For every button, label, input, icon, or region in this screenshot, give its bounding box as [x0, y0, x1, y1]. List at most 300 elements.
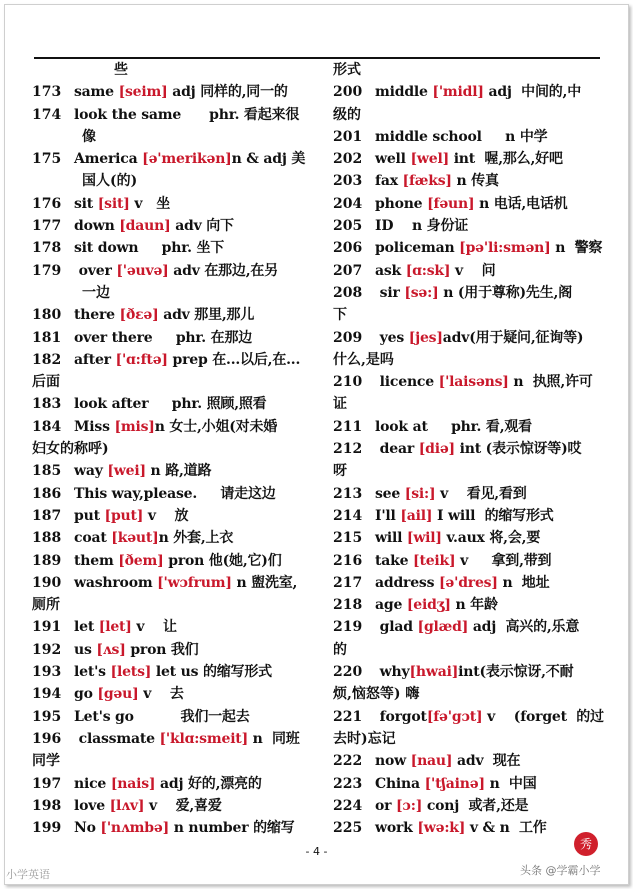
- vocab-line: [333, 505, 605, 527]
- entry-text: [74, 706, 250, 728]
- headword: phone: [375, 195, 428, 212]
- entry-number: 174: [32, 106, 62, 123]
- continuation-text: 的: [333, 641, 347, 658]
- vocab-line: [333, 750, 605, 772]
- definition: n 中国: [484, 775, 537, 792]
- entry-number: 197: [32, 775, 62, 792]
- vocab-line: [333, 148, 605, 170]
- headword: see: [375, 485, 405, 502]
- entry-number: 186: [32, 485, 62, 502]
- continuation-text: 厕所: [32, 597, 60, 614]
- entry-text: [74, 728, 300, 750]
- vocab-line: [32, 661, 310, 683]
- phonetic: [fəun]: [427, 195, 475, 212]
- headword: why: [375, 664, 410, 681]
- definition: int 喔,那么,好吧: [449, 151, 563, 168]
- entry-number: 209: [333, 329, 363, 346]
- vocab-line: [32, 750, 310, 772]
- definition: adj 中间的,中: [483, 84, 582, 101]
- definition: v 放: [143, 507, 189, 524]
- phonetic: [gəu]: [97, 686, 139, 703]
- vocab-line: [32, 416, 310, 438]
- vocab-line: [333, 59, 605, 81]
- headword: them: [74, 552, 119, 569]
- entry-number: 211: [333, 418, 363, 435]
- entry-text: [375, 237, 602, 259]
- definition: n 同班: [248, 730, 300, 747]
- phonetic: ['wɔfrum]: [157, 574, 232, 591]
- phonetic: [ðεə]: [119, 307, 159, 324]
- definition: n 中学: [481, 128, 548, 145]
- headword: policeman: [375, 240, 460, 257]
- definition: int(表示惊讶,不耐: [458, 664, 574, 681]
- definition: n 执照,许可: [508, 374, 593, 391]
- entry-text: [74, 215, 234, 237]
- entry-text: [74, 572, 297, 594]
- phonetic: ['midl]: [432, 84, 484, 101]
- headword: will: [375, 530, 407, 547]
- vocab-line: [333, 215, 605, 237]
- continuation-text: 级的: [333, 106, 361, 123]
- continuation-text: 一边: [82, 284, 110, 301]
- headword: classmate: [74, 730, 160, 747]
- vocab-line: [32, 616, 310, 638]
- entry-number: 196: [32, 730, 62, 747]
- headword: middle: [375, 84, 433, 101]
- headword: over: [74, 262, 117, 279]
- vocab-line: [333, 104, 605, 126]
- seal-stamp: 秀: [574, 832, 598, 856]
- vocab-line: [333, 773, 605, 795]
- continuation-text: 后面: [32, 374, 60, 391]
- definition: v.aux 将,会,要: [441, 530, 541, 547]
- phonetic: [eidʒ]: [406, 597, 451, 614]
- continuation-text: 像: [82, 128, 96, 145]
- headword: go: [74, 686, 98, 703]
- phonetic: ['ɑ:ftə]: [115, 351, 168, 368]
- headword: same: [74, 84, 119, 101]
- entry-number: 195: [32, 708, 62, 725]
- vocab-line: [32, 282, 310, 304]
- entry-text: [74, 817, 294, 839]
- headword: Miss: [74, 418, 115, 435]
- headword: address: [375, 574, 439, 591]
- vocab-line: [333, 594, 605, 616]
- definition: n 年龄: [450, 597, 498, 614]
- definition: n 盥洗室,: [231, 574, 298, 591]
- vocab-line: [333, 639, 605, 661]
- entry-number: 182: [32, 351, 62, 368]
- entry-text: [74, 683, 184, 705]
- vocab-line: [32, 371, 310, 393]
- definition: v & n 工作: [465, 820, 547, 837]
- vocab-line: [333, 706, 605, 728]
- continuation-text: 呀: [333, 463, 347, 480]
- phonetic: ['əuvə]: [116, 262, 169, 279]
- vocab-line: [333, 237, 605, 259]
- entry-number: 206: [333, 240, 363, 257]
- phonetic: ['nʌmbə]: [100, 820, 170, 837]
- vocab-line: [32, 550, 310, 572]
- headword: us: [74, 641, 97, 658]
- entry-text: [375, 795, 528, 817]
- entry-text: [375, 371, 593, 393]
- entry-number: 208: [333, 284, 363, 301]
- brand-watermark: 头条 @学霸小学: [520, 864, 601, 877]
- definition: phr. 照顾,照看: [148, 396, 267, 413]
- continuation-text: 同学: [32, 753, 60, 770]
- headword: sit: [74, 195, 98, 212]
- headword: look the same: [74, 106, 182, 123]
- definition: n (用于尊称)先生,阁: [438, 284, 572, 301]
- entry-number: 205: [333, 218, 363, 235]
- entry-text: [74, 349, 300, 371]
- entry-text: [375, 260, 495, 282]
- entry-number: 200: [333, 84, 363, 101]
- phonetic: [ðem]: [118, 552, 164, 569]
- phonetic: [wel]: [410, 151, 450, 168]
- phonetic: [glæd]: [417, 619, 469, 636]
- entry-number: 223: [333, 775, 363, 792]
- headword: there: [74, 307, 120, 324]
- entry-number: 190: [32, 574, 62, 591]
- phonetic: [sə:]: [404, 284, 439, 301]
- entry-text: [375, 750, 520, 772]
- page-number: - 4 -: [305, 845, 328, 858]
- vocab-line: [333, 126, 605, 148]
- vocab-line: [32, 237, 310, 259]
- vocab-line: [333, 728, 605, 750]
- entry-text: [375, 594, 498, 616]
- headword: let: [74, 619, 99, 636]
- entry-text: [74, 416, 277, 438]
- entry-text: [375, 148, 563, 170]
- entry-text: [74, 616, 177, 638]
- vocab-line: [32, 795, 310, 817]
- entry-number: 177: [32, 218, 62, 235]
- entry-number: 214: [333, 507, 363, 524]
- entry-text: [375, 706, 604, 728]
- entry-number: 198: [32, 797, 62, 814]
- entry-text: [74, 81, 288, 103]
- phonetic: [daun]: [119, 218, 171, 235]
- phonetic: [lets]: [110, 664, 152, 681]
- vocab-line: [333, 81, 605, 103]
- headword: sir: [375, 284, 405, 301]
- phonetic: [jes]: [408, 329, 443, 346]
- entry-text: [74, 327, 252, 349]
- entry-number: 224: [333, 797, 363, 814]
- entry-text: [74, 483, 276, 505]
- continuation-text: 下: [333, 307, 347, 324]
- entry-text: [74, 795, 222, 817]
- phonetic: [diə]: [418, 441, 455, 458]
- entry-number: 191: [32, 619, 62, 636]
- definition: adj 高兴的,乐意: [468, 619, 580, 636]
- entry-number: 201: [333, 128, 363, 145]
- entry-number: 216: [333, 552, 363, 569]
- entry-number: 173: [32, 84, 62, 101]
- phonetic: [wə:k]: [417, 820, 466, 837]
- headword: nice: [74, 775, 111, 792]
- entry-number: 179: [32, 262, 62, 279]
- left-column: [32, 59, 310, 839]
- entry-text: [74, 393, 266, 415]
- phonetic: [ʌs]: [96, 641, 126, 658]
- definition: v 让: [131, 619, 177, 636]
- headword: glad: [375, 619, 418, 636]
- phonetic: [pə'li:smən]: [459, 240, 551, 257]
- headword: No: [74, 820, 101, 837]
- entry-text: [74, 550, 282, 572]
- headword: way: [74, 463, 108, 480]
- headword: yes: [375, 329, 409, 346]
- phonetic: [put]: [104, 507, 144, 524]
- definition: int (表示惊讶等)哎: [454, 441, 582, 458]
- vocab-line: [32, 304, 310, 326]
- vocab-line: [32, 170, 310, 192]
- headword: fax: [375, 173, 403, 190]
- vocab-line: [333, 260, 605, 282]
- continuation-text: 去时)忘记: [333, 730, 396, 747]
- phonetic: [seim]: [118, 84, 168, 101]
- entry-text: [375, 616, 579, 638]
- right-column: [333, 59, 605, 839]
- entry-number: 221: [333, 708, 363, 725]
- entry-number: 202: [333, 151, 363, 168]
- vocab-line: [32, 773, 310, 795]
- vocab-line: [32, 327, 310, 349]
- continuation-text: 形式: [333, 62, 361, 78]
- vocab-line: [32, 393, 310, 415]
- definition: v 爱,喜爱: [144, 797, 222, 814]
- phonetic: [ə'merikən]: [142, 151, 232, 168]
- definition: adv(用于疑问,征询等): [442, 329, 584, 346]
- definition: n 路,道路: [145, 463, 212, 480]
- entry-number: 193: [32, 664, 62, 681]
- vocab-line: [333, 438, 605, 460]
- definition: v 问: [450, 262, 496, 279]
- entry-number: 194: [32, 686, 62, 703]
- vocab-line: [333, 460, 605, 482]
- entry-text: [375, 572, 549, 594]
- phonetic: [let]: [98, 619, 132, 636]
- entry-text: [74, 260, 278, 282]
- entry-text: [375, 193, 567, 215]
- entry-number: 192: [32, 641, 62, 658]
- vocab-line: [32, 81, 310, 103]
- headword: over there: [74, 329, 153, 346]
- vocab-line: [32, 148, 310, 170]
- entry-text: [74, 104, 299, 126]
- definition: v 看见,看到: [435, 485, 527, 502]
- vocab-line: [32, 639, 310, 661]
- entry-text: [74, 237, 224, 259]
- entry-number: 225: [333, 820, 363, 837]
- continuation-text: 国人(的): [82, 173, 138, 190]
- vocab-line: [32, 594, 310, 616]
- definition: adj 好的,漂亮的: [155, 775, 262, 792]
- headword: China: [375, 775, 425, 792]
- entry-number: 203: [333, 173, 363, 190]
- phonetic: [hwai]: [409, 664, 459, 681]
- headword: let's: [74, 664, 111, 681]
- entry-text: [375, 438, 581, 460]
- entry-number: 176: [32, 195, 62, 212]
- vocab-line: [32, 527, 310, 549]
- vocab-line: [333, 483, 605, 505]
- phonetic: [nau]: [410, 753, 453, 770]
- vocab-line: [333, 527, 605, 549]
- headword: coat: [74, 530, 112, 547]
- vocab-line: [333, 416, 605, 438]
- vocab-line: [32, 483, 310, 505]
- entry-text: [74, 527, 233, 549]
- entry-number: 187: [32, 507, 62, 524]
- phonetic: [fæks]: [402, 173, 452, 190]
- vocab-line: [333, 170, 605, 192]
- headword: licence: [375, 374, 439, 391]
- headword: well: [375, 151, 411, 168]
- headword: look after: [74, 396, 149, 413]
- entry-number: 178: [32, 240, 62, 257]
- definition: n number 的缩写: [169, 820, 295, 837]
- phonetic: [kəut]: [111, 530, 159, 547]
- phonetic: ['laisəns]: [438, 374, 509, 391]
- entry-number: 180: [32, 307, 62, 324]
- entry-text: [375, 416, 532, 438]
- definition: v 拿到,带到: [455, 552, 552, 569]
- vocab-line: [32, 349, 310, 371]
- vocab-line: [333, 616, 605, 638]
- headword: work: [375, 820, 418, 837]
- entry-text: [375, 773, 537, 795]
- entry-number: 204: [333, 195, 363, 212]
- entry-text: [74, 773, 262, 795]
- entry-text: [74, 193, 170, 215]
- vocab-line: [32, 683, 310, 705]
- definition: 请走这边: [197, 485, 276, 502]
- definition: phr. 看,观看: [427, 418, 532, 435]
- vocab-line: [333, 193, 605, 215]
- definition: let us 的缩写形式: [151, 664, 272, 681]
- entry-text: [375, 661, 573, 683]
- entry-text: [375, 126, 547, 148]
- entry-text: [375, 215, 468, 237]
- entry-text: [375, 817, 547, 839]
- definition: adv 现在: [452, 753, 521, 770]
- vocab-line: [333, 327, 605, 349]
- headword: look at: [375, 418, 428, 435]
- phonetic: [mis]: [114, 418, 155, 435]
- entry-number: 220: [333, 664, 363, 681]
- entry-number: 217: [333, 574, 363, 591]
- definition: phr. 在那边: [152, 329, 253, 346]
- entry-number: 218: [333, 597, 363, 614]
- headword: or: [375, 797, 396, 814]
- vocab-line: [32, 460, 310, 482]
- entry-text: [375, 282, 572, 304]
- entry-text: [375, 327, 583, 349]
- vocab-line: [32, 126, 310, 148]
- phonetic: [wil]: [406, 530, 442, 547]
- headword: love: [74, 797, 110, 814]
- entry-number: 215: [333, 530, 363, 547]
- vocab-line: [333, 282, 605, 304]
- vocab-line: [32, 706, 310, 728]
- definition: pron 我们: [125, 641, 199, 658]
- vocab-line: [32, 260, 310, 282]
- definition: n 电话,电话机: [474, 195, 568, 212]
- definition: v 去: [138, 686, 184, 703]
- headword: after: [74, 351, 116, 368]
- definition: phr. 看起来很: [181, 106, 300, 123]
- vocab-line: [333, 661, 605, 683]
- entry-text: [74, 639, 199, 661]
- definition: conj 或者,还是: [422, 797, 529, 814]
- headword: ID n 身份证: [375, 218, 469, 235]
- vocab-line: [333, 795, 605, 817]
- definition: v 坐: [129, 195, 171, 212]
- headword: dear: [375, 441, 419, 458]
- vocab-line: [32, 193, 310, 215]
- vocab-line: [32, 572, 310, 594]
- phonetic: [fə'gɔt]: [426, 708, 483, 725]
- phonetic: [si:]: [404, 485, 436, 502]
- definition: adj 同样的,同一的: [167, 84, 288, 101]
- vocab-line: [333, 349, 605, 371]
- phonetic: [nais]: [110, 775, 156, 792]
- definition: v (forget 的过: [482, 708, 604, 725]
- headword: America: [74, 151, 143, 168]
- entry-text: [74, 505, 188, 527]
- phonetic: [sit]: [97, 195, 130, 212]
- definition: n 警察: [550, 240, 603, 257]
- vocab-line: [32, 438, 310, 460]
- entry-number: 210: [333, 374, 363, 391]
- entry-text: [375, 483, 527, 505]
- phonetic: [wei]: [107, 463, 146, 480]
- headword: middle school: [375, 128, 482, 145]
- vocab-line: [32, 104, 310, 126]
- continuation-text: 烦,恼怒等) 嗨: [333, 686, 420, 703]
- phonetic: [lʌv]: [109, 797, 145, 814]
- definition: n 女士,小姐(对未婚: [154, 418, 278, 435]
- continuation-text: 些: [114, 62, 128, 78]
- continuation-text: 妇女的称呼): [32, 441, 109, 458]
- headword: now: [375, 753, 411, 770]
- entry-number: 185: [32, 463, 62, 480]
- headword: This way,please.: [74, 485, 198, 502]
- entry-text: [74, 661, 272, 683]
- vocab-line: [32, 817, 310, 839]
- entry-number: 188: [32, 530, 62, 547]
- phonetic: [teik]: [413, 552, 456, 569]
- entry-number: 183: [32, 396, 62, 413]
- headword: I'll: [375, 507, 401, 524]
- definition: prep 在...以后,在...: [167, 351, 301, 368]
- entry-text: [375, 505, 554, 527]
- entry-text: [375, 170, 499, 192]
- definition: phr. 坐下: [138, 240, 225, 257]
- entry-text: [375, 550, 551, 572]
- entry-text: [74, 148, 305, 170]
- phonetic: [ə'dres]: [438, 574, 498, 591]
- entry-text: [375, 81, 581, 103]
- vocab-line: [333, 393, 605, 415]
- vocab-line: [333, 572, 605, 594]
- entry-number: 175: [32, 151, 62, 168]
